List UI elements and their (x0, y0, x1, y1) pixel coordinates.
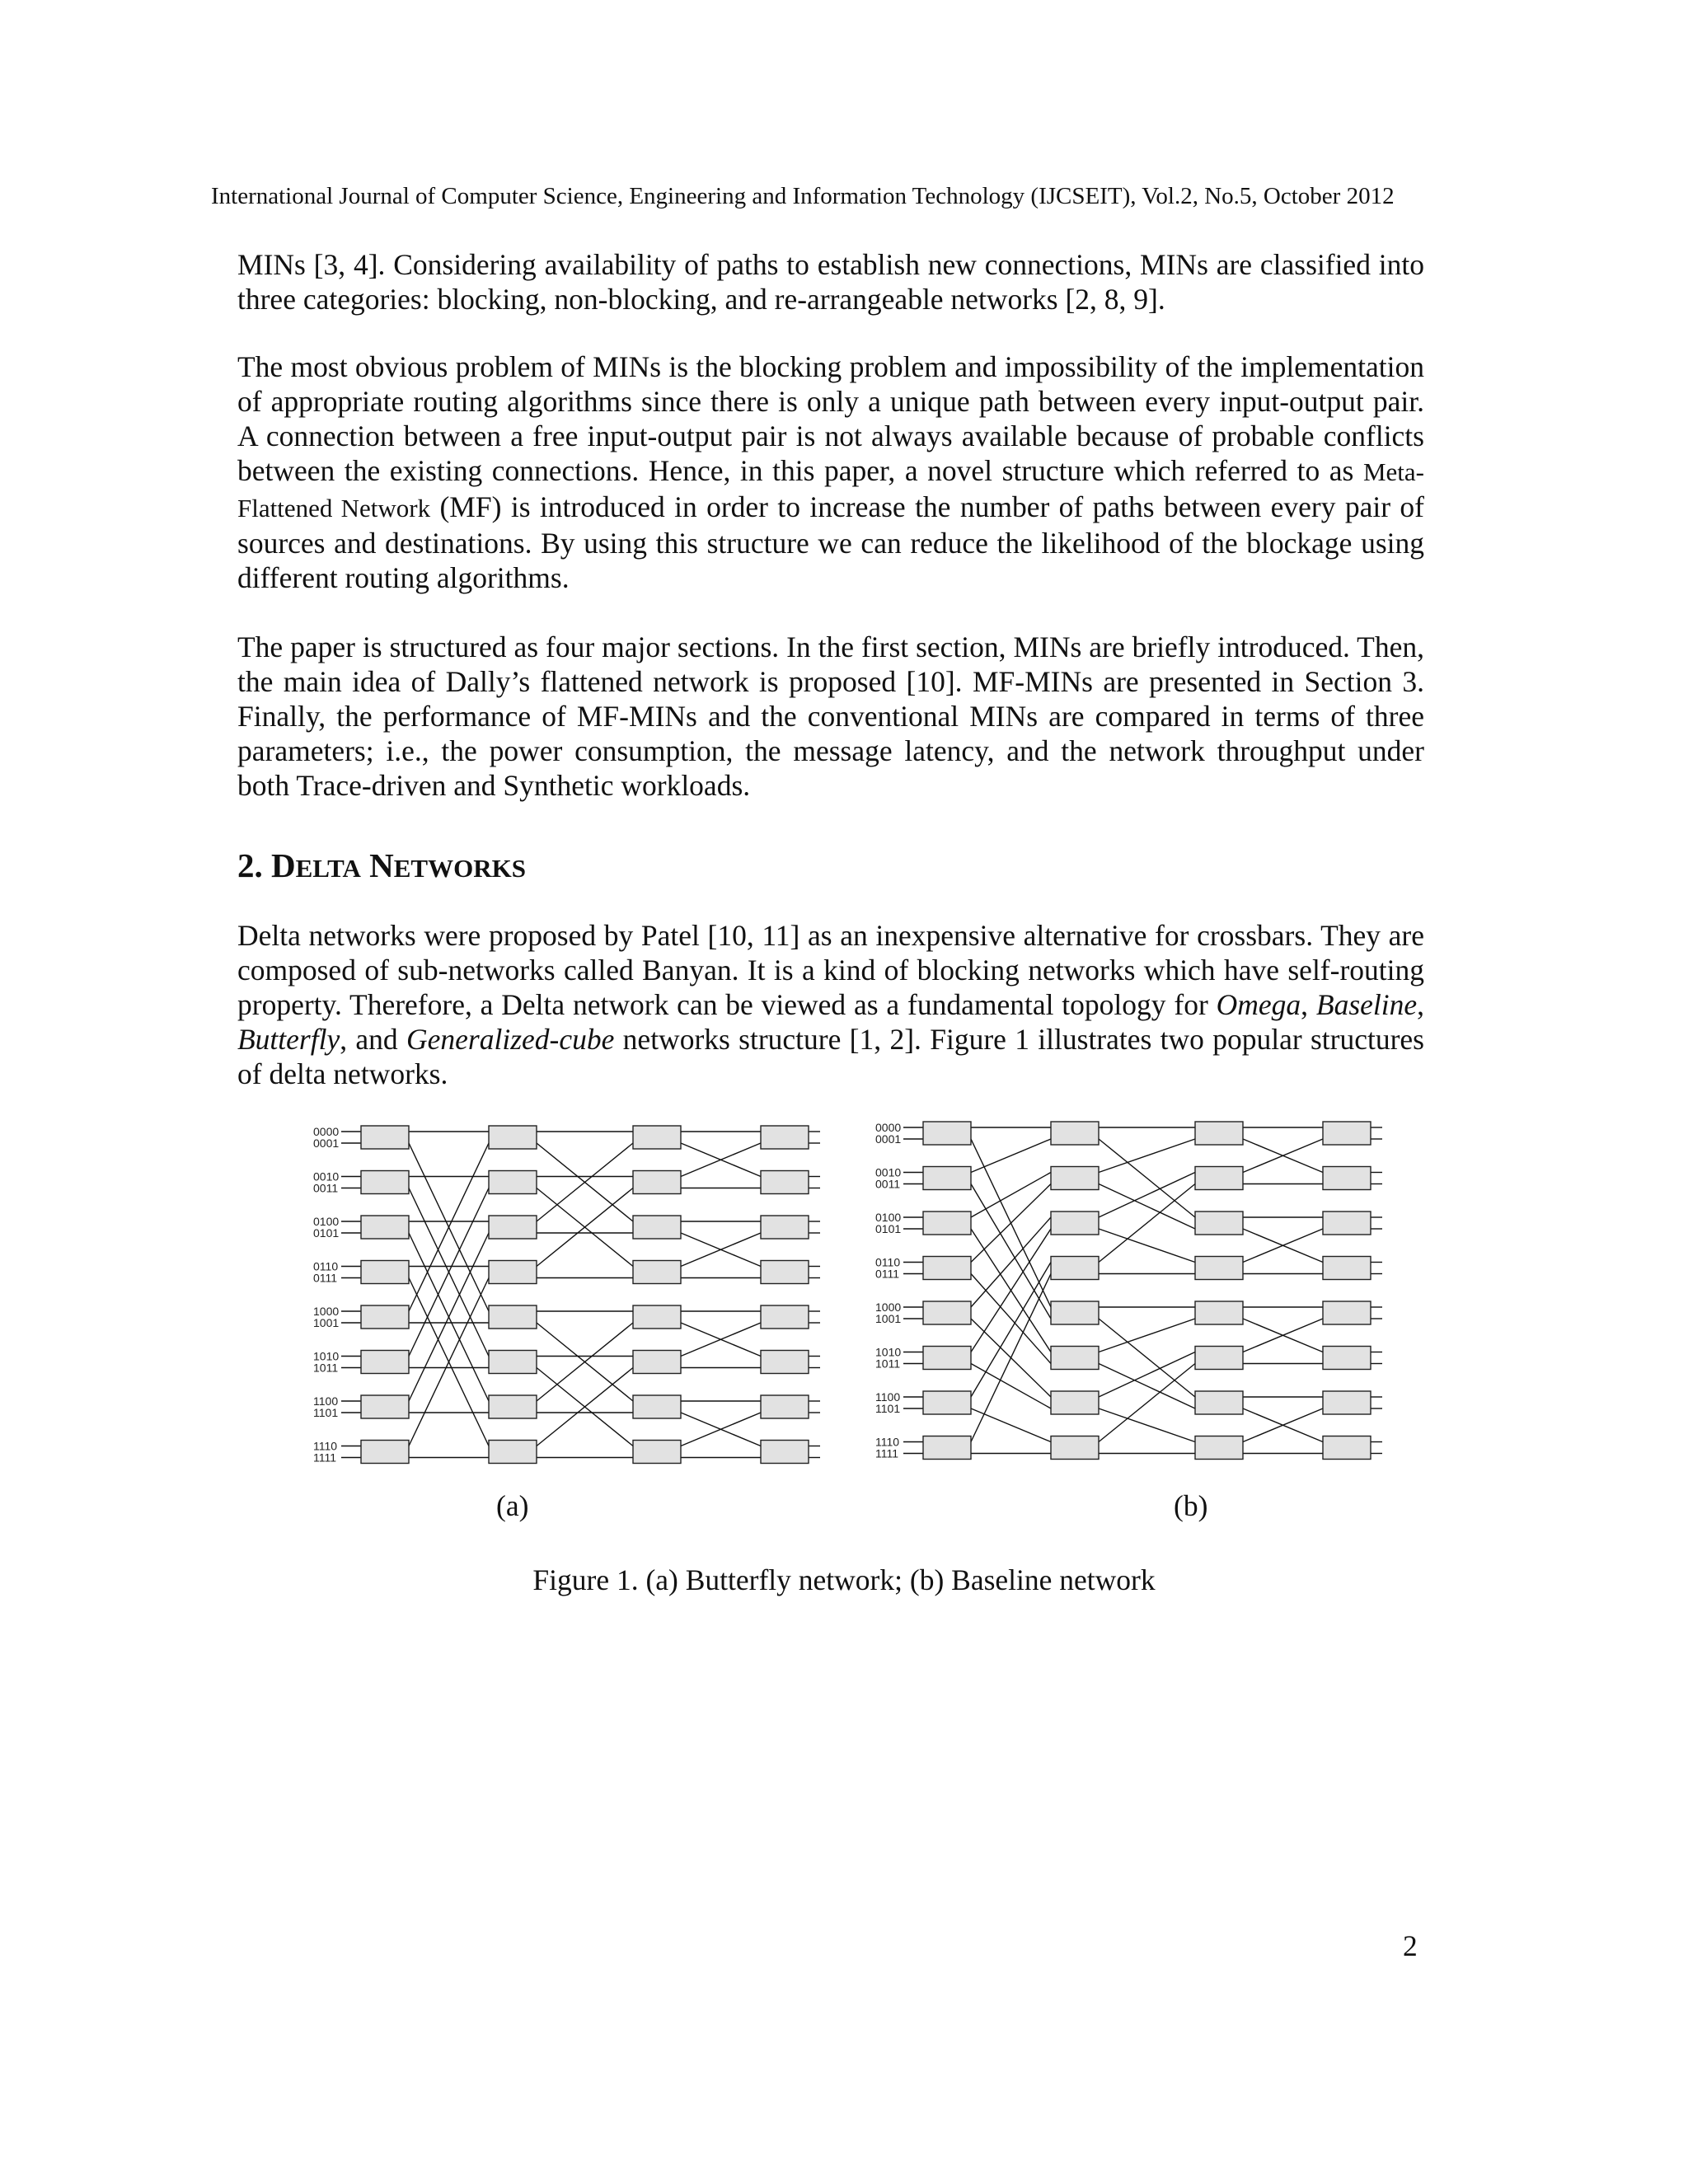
butterfly-switch-box (633, 1351, 681, 1374)
baseline-input-label: 1000 (875, 1301, 902, 1314)
butterfly-input-label: 1111 (313, 1451, 337, 1465)
baseline-network-diagram (874, 1117, 1401, 1479)
butterfly-switch-box (633, 1305, 681, 1329)
butterfly-input-label: 0101 (313, 1226, 340, 1240)
baseline-input-label: 1010 (875, 1345, 902, 1359)
butterfly-input-label: 0010 (313, 1169, 340, 1183)
running-head: International Journal of Computer Science, Engineering and Information Technology (IJCSEIT), Vol.2, No.5, October 2012 (211, 183, 1395, 209)
baseline-link (1099, 1352, 1195, 1398)
baseline-switch-box (923, 1122, 971, 1145)
baseline-link (1099, 1364, 1195, 1442)
baseline-switch-box (923, 1167, 971, 1190)
baseline-link (1099, 1319, 1195, 1352)
paragraph-1 (237, 247, 1424, 316)
baseline-switch-box (1323, 1436, 1371, 1460)
baseline-input-label: 0001 (875, 1132, 902, 1146)
butterfly-input-label: 1001 (313, 1316, 340, 1329)
term-generalized-cube: Generalized-cube (406, 1023, 615, 1056)
butterfly-input-label: 1010 (313, 1349, 340, 1363)
butterfly-switch-box (361, 1216, 409, 1239)
section-title-elta: ELTA (295, 854, 361, 883)
butterfly-switch-box (633, 1261, 681, 1284)
butterfly-switch-box (761, 1126, 809, 1149)
baseline-switch-box (1051, 1122, 1099, 1145)
sep-1: , (1301, 988, 1316, 1021)
baseline-link (1099, 1319, 1195, 1397)
butterfly-switch-box (489, 1395, 537, 1418)
baseline-input-label: 0111 (875, 1267, 900, 1281)
baseline-link (1099, 1408, 1195, 1442)
butterfly-input-label: 1000 (313, 1305, 340, 1318)
butterfly-network-diagram (312, 1121, 839, 1483)
butterfly-switch-box (361, 1351, 409, 1374)
baseline-switch-box (1051, 1167, 1099, 1190)
baseline-input-label: 1001 (875, 1312, 902, 1325)
paragraph-3-text: The paper is structured as four major sections. In the first section, MINs are briefly introduced. Then, the main idea of Dally’s flattened network is proposed [10]. MF-MINs are presented in Section 3. Finally, the performance of MF-MINs and the conventional MINs are compared in terms of three parameters; i.e., the power consumption, the message latency, and the network throughput under both Trace-driven and Synthetic workloads. (237, 630, 1424, 802)
butterfly-switch-box (489, 1261, 537, 1284)
baseline-switch-box (923, 1212, 971, 1235)
subfigure-label-a: (a) (496, 1489, 529, 1522)
baseline-switch-box (1323, 1167, 1371, 1190)
baseline-input-label: 0101 (875, 1222, 902, 1235)
baseline-link (971, 1364, 1051, 1409)
butterfly-switch-box (361, 1395, 409, 1418)
baseline-link (971, 1217, 1051, 1307)
baseline-link (971, 1139, 1051, 1173)
paragraph-3 (237, 630, 1424, 803)
butterfly-input-label: 1101 (313, 1406, 339, 1419)
baseline-switch-box (1195, 1122, 1243, 1145)
baseline-switch-box (1195, 1212, 1243, 1235)
paragraph-4 (237, 918, 1424, 1091)
paragraph-2-mf-term: Meta-Flattened Network (237, 457, 1424, 523)
baseline-link (1099, 1139, 1195, 1217)
butterfly-switch-box (633, 1216, 681, 1239)
section-number: 2. (237, 846, 263, 884)
butterfly-switch-box (361, 1305, 409, 1329)
butterfly-switch-box (489, 1305, 537, 1329)
baseline-link (1099, 1364, 1195, 1409)
baseline-switch-box (923, 1436, 971, 1460)
butterfly-switch-box (361, 1126, 409, 1149)
baseline-switch-box (923, 1347, 971, 1370)
baseline-link (971, 1274, 1051, 1442)
butterfly-switch-box (633, 1126, 681, 1149)
paragraph-4-text-a: Delta networks were proposed by Patel [10, 11] as an inexpensive alternative for crossbars. They are composed of sub-networks called Banyan. It is a kind of blocking networks which have self-routing property. Therefore, a Delta network can be viewed as a fundamental topology for (237, 919, 1424, 1021)
sep-2: , (1417, 988, 1425, 1021)
baseline-switch-box (1195, 1391, 1243, 1414)
term-baseline: Baseline (1315, 988, 1418, 1021)
butterfly-switch-box (633, 1395, 681, 1418)
baseline-switch-box (1323, 1391, 1371, 1414)
baseline-switch-box (1051, 1212, 1099, 1235)
butterfly-switch-box (761, 1395, 809, 1418)
baseline-switch-box (1195, 1167, 1243, 1190)
section-title-d: D (271, 846, 296, 884)
section-heading (237, 846, 526, 885)
butterfly-switch-box (361, 1261, 409, 1284)
baseline-switch-box (1195, 1257, 1243, 1280)
baseline-link (1099, 1173, 1195, 1218)
baseline-switch-box (1323, 1212, 1371, 1235)
paragraph-2-text-b: (MF) is introduced in order to increase the number of paths between every pair of sources and destinations. By using this structure we can reduce the likelihood of the blockage using different routing algorithms. (237, 490, 1424, 594)
baseline-link (1099, 1184, 1195, 1263)
baseline-input-label: 1110 (875, 1435, 900, 1449)
baseline-link (1099, 1139, 1195, 1173)
section-title-etworks: ETWORKS (393, 854, 526, 883)
butterfly-switch-box (361, 1441, 409, 1464)
butterfly-input-label: 0000 (313, 1125, 340, 1138)
subfigure-label-b: (b) (1174, 1489, 1208, 1522)
butterfly-switch-box (761, 1216, 809, 1239)
baseline-link (971, 1408, 1051, 1442)
baseline-link (971, 1263, 1051, 1398)
butterfly-input-label: 0100 (313, 1215, 340, 1228)
baseline-switch-box (1051, 1301, 1099, 1324)
sep-3: , and (340, 1023, 406, 1056)
baseline-link (1099, 1229, 1195, 1263)
paragraph-4-text-b: networks structure [1, 2]. Figure 1 illustrates two popular structures of delta networks. (237, 1023, 1424, 1090)
baseline-input-label: 0100 (875, 1211, 902, 1224)
butterfly-input-label: 0001 (313, 1137, 340, 1150)
butterfly-switch-box (761, 1261, 809, 1284)
butterfly-input-label: 0110 (313, 1259, 339, 1273)
paragraph-1-text: MINs [3, 4]. Considering availability of paths to establish new connections, MINs are classified into three categories: blocking, non-blocking, and re-arrangeable networks [2, 8, 9]. (237, 248, 1424, 316)
baseline-switch-box (1323, 1347, 1371, 1370)
baseline-switch-box (1051, 1391, 1099, 1414)
butterfly-switch-box (761, 1441, 809, 1464)
page-number: 2 (1403, 1929, 1418, 1962)
butterfly-switch-box (489, 1216, 537, 1239)
section-title-n: N (369, 846, 394, 884)
baseline-switch-box (1051, 1436, 1099, 1460)
baseline-switch-box (1323, 1257, 1371, 1280)
term-butterfly: Butterfly (237, 1023, 340, 1056)
butterfly-switch-box (761, 1305, 809, 1329)
baseline-switch-box (1051, 1347, 1099, 1370)
butterfly-switch-box (489, 1351, 537, 1374)
butterfly-input-label: 0111 (313, 1271, 338, 1285)
butterfly-switch-box (489, 1441, 537, 1464)
butterfly-switch-box (361, 1171, 409, 1194)
butterfly-input-label: 1110 (313, 1439, 338, 1453)
baseline-link (971, 1274, 1051, 1364)
baseline-switch-box (1323, 1301, 1371, 1324)
baseline-input-label: 1101 (875, 1402, 901, 1415)
butterfly-switch-box (633, 1441, 681, 1464)
baseline-switch-box (923, 1257, 971, 1280)
baseline-link (971, 1173, 1051, 1218)
baseline-input-label: 0010 (875, 1165, 902, 1179)
paragraph-2 (237, 349, 1424, 595)
baseline-input-label: 0110 (875, 1255, 901, 1269)
baseline-input-label: 0000 (875, 1121, 902, 1134)
butterfly-input-label: 0011 (313, 1181, 339, 1195)
butterfly-input-label: 1011 (313, 1361, 339, 1375)
butterfly-switch-box (761, 1351, 809, 1374)
baseline-switch-box (923, 1301, 971, 1324)
baseline-switch-box (1195, 1347, 1243, 1370)
term-omega: Omega (1216, 988, 1301, 1021)
butterfly-switch-box (761, 1171, 809, 1194)
baseline-switch-box (1323, 1122, 1371, 1145)
butterfly-switch-box (489, 1126, 537, 1149)
baseline-switch-box (1195, 1436, 1243, 1460)
baseline-link (1099, 1184, 1195, 1230)
butterfly-switch-box (489, 1171, 537, 1194)
baseline-switch-box (1195, 1301, 1243, 1324)
butterfly-switch-box (633, 1171, 681, 1194)
baseline-input-label: 1100 (875, 1390, 901, 1404)
baseline-input-label: 1111 (875, 1446, 899, 1460)
baseline-switch-box (1051, 1257, 1099, 1280)
butterfly-input-label: 1100 (313, 1394, 339, 1408)
baseline-input-label: 0011 (875, 1177, 901, 1191)
baseline-input-label: 1011 (875, 1357, 901, 1371)
baseline-switch-box (923, 1391, 971, 1414)
figure-caption: Figure 1. (a) Butterfly network; (b) Baseline network (532, 1563, 1156, 1596)
paragraph-2-text-a: The most obvious problem of MINs is the blocking problem and impossibility of the implementation of appropriate routing algorithms since there is only a unique path between every input-output pair. A connection between a free input-output pair is not always available because of probable conflicts between the existing connections. Hence, in this paper, a novel structure which referred to as (237, 350, 1424, 487)
